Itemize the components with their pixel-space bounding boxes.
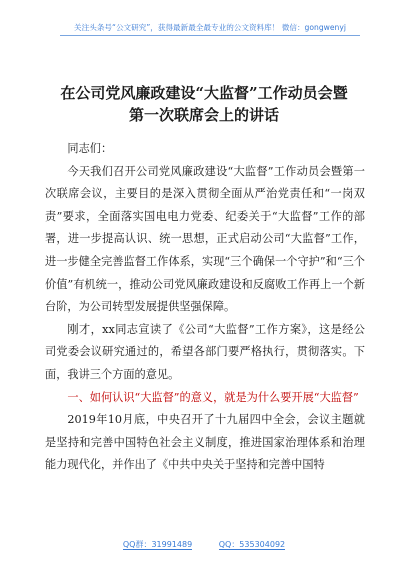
footer-qq-group: QQ群：31991489 bbox=[122, 540, 193, 549]
paragraph-3: 2019年10月底，中央召开了十九届四中全会，会议主题就是坚持和完善中国特色社会主义制度，推进国家治理体系和治理能力现代化，并作出了《中共中央关于坚持和完善中国特 bbox=[45, 413, 365, 472]
title-line-2: 第一次联席会上的讲话 bbox=[128, 106, 279, 124]
footer bbox=[0, 539, 408, 550]
title-line-1: 在公司党风廉政建设“大监督”工作动员会暨 bbox=[60, 84, 348, 102]
paragraph-2: 刚才，xx同志宣读了《公司“大监督”工作方案》，这是经公司党委会议研究通过的，希望各部门要严格执行，贯彻落实。下面，我讲三个方面的意见。 bbox=[45, 322, 365, 381]
document-body bbox=[45, 138, 365, 477]
footer-qq: QQ：535304092 bbox=[218, 540, 286, 549]
section-1-heading: 一、如何认识“大监督”的意义，就是为什么要开展“大监督” bbox=[67, 390, 359, 404]
document-title bbox=[30, 82, 378, 126]
salutation: 同志们： bbox=[67, 142, 113, 155]
paragraph-1: 今天我们召开公司党风廉政建设“大监督”工作动员会暨第一次联席会议，主要目的是深入贯彻全面从严治党责任和“一岗双责”要求，全面落实国电电力党委、纪委关于“大监督”工作的部署，进一步提高认识、统一思想，正式启动公司“大监督”工作，进一步健全完善监督工作体系，实现“三个确保一个守护”和“三个价值”有机统一，推动公司党风廉政建设和反腐败工作再上一个新台阶，为公司转型发展提供坚强保障。 bbox=[45, 164, 365, 314]
header-banner: 关注头条号“公文研究”，获得最新最全最专业的公文资料库！ 微信：gongwenyj bbox=[60, 22, 360, 36]
